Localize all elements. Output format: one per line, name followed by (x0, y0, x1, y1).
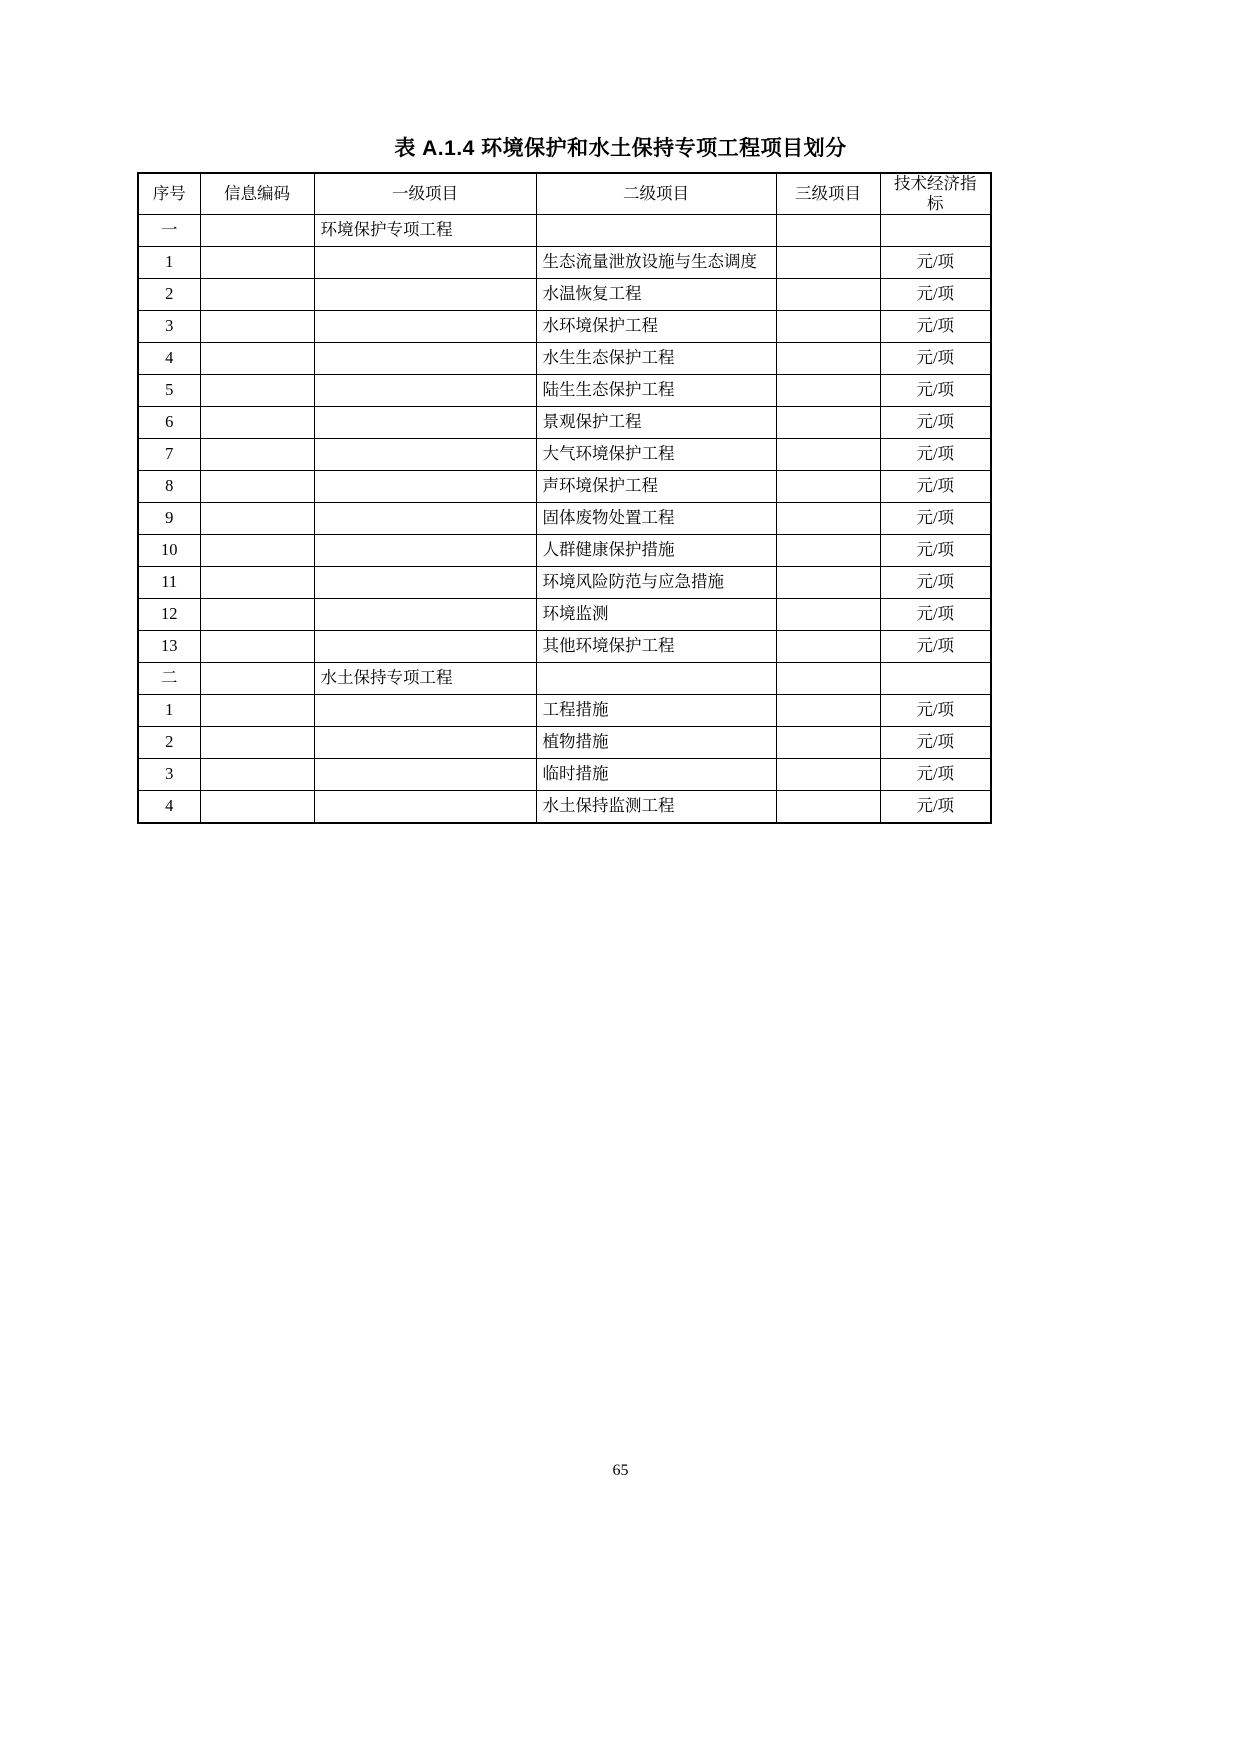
cell-level1 (314, 342, 536, 374)
cell-level1: 水土保持专项工程 (314, 662, 536, 694)
cell-indicator: 元/项 (880, 790, 991, 823)
cell-seq: 7 (138, 438, 200, 470)
cell-seq: 6 (138, 406, 200, 438)
table-row (138, 502, 991, 534)
cell-indicator: 元/项 (880, 342, 991, 374)
cell-level2: 水温恢复工程 (536, 278, 776, 310)
cell-code (200, 694, 314, 726)
cell-seq: 5 (138, 374, 200, 406)
cell-indicator (880, 662, 991, 694)
cell-level2: 植物措施 (536, 726, 776, 758)
cell-seq: 2 (138, 278, 200, 310)
cell-seq: 13 (138, 630, 200, 662)
cell-indicator: 元/项 (880, 438, 991, 470)
cell-code (200, 310, 314, 342)
cell-level3 (776, 406, 880, 438)
cell-indicator: 元/项 (880, 246, 991, 278)
cell-level1 (314, 374, 536, 406)
cell-level3 (776, 438, 880, 470)
table-header-row (138, 173, 991, 214)
cell-level2: 大气环境保护工程 (536, 438, 776, 470)
cell-level3 (776, 342, 880, 374)
table-row (138, 630, 991, 662)
cell-indicator: 元/项 (880, 566, 991, 598)
cell-indicator: 元/项 (880, 726, 991, 758)
table-row (138, 790, 991, 823)
cell-seq: 8 (138, 470, 200, 502)
cell-code (200, 438, 314, 470)
cell-code (200, 502, 314, 534)
table-row (138, 438, 991, 470)
cell-seq: 9 (138, 502, 200, 534)
project-division-table-wrap (137, 172, 990, 824)
cell-seq: 4 (138, 790, 200, 823)
cell-level3 (776, 310, 880, 342)
header-cell-code: 信息编码 (200, 173, 314, 214)
cell-level2: 生态流量泄放设施与生态调度 (536, 246, 776, 278)
table-row (138, 470, 991, 502)
cell-level1 (314, 598, 536, 630)
cell-level3 (776, 598, 880, 630)
cell-seq: 3 (138, 758, 200, 790)
cell-level3 (776, 790, 880, 823)
page-number: 65 (612, 1462, 629, 1479)
cell-level2: 临时措施 (536, 758, 776, 790)
table-row (138, 662, 991, 694)
table-row (138, 214, 991, 246)
cell-level1 (314, 726, 536, 758)
cell-level1 (314, 438, 536, 470)
cell-seq: 10 (138, 534, 200, 566)
cell-level1 (314, 246, 536, 278)
cell-level2: 陆生生态保护工程 (536, 374, 776, 406)
table-row (138, 694, 991, 726)
cell-level3 (776, 534, 880, 566)
cell-level3 (776, 214, 880, 246)
cell-code (200, 246, 314, 278)
cell-level1 (314, 406, 536, 438)
cell-level2 (536, 662, 776, 694)
cell-level1 (314, 758, 536, 790)
cell-level2: 固体废物处置工程 (536, 502, 776, 534)
cell-level1 (314, 694, 536, 726)
table-row (138, 534, 991, 566)
cell-code (200, 406, 314, 438)
cell-indicator (880, 214, 991, 246)
table-row (138, 310, 991, 342)
table-row (138, 278, 991, 310)
cell-code (200, 758, 314, 790)
cell-level2: 水土保持监测工程 (536, 790, 776, 823)
cell-level2: 人群健康保护措施 (536, 534, 776, 566)
cell-level2: 环境风险防范与应急措施 (536, 566, 776, 598)
cell-code (200, 534, 314, 566)
cell-code (200, 214, 314, 246)
cell-code (200, 726, 314, 758)
cell-indicator: 元/项 (880, 630, 991, 662)
cell-level2: 其他环境保护工程 (536, 630, 776, 662)
cell-seq: 2 (138, 726, 200, 758)
header-cell-level2: 二级项目 (536, 173, 776, 214)
cell-code (200, 278, 314, 310)
table-row (138, 374, 991, 406)
cell-code (200, 566, 314, 598)
cell-level2: 环境监测 (536, 598, 776, 630)
cell-seq: 12 (138, 598, 200, 630)
cell-level1 (314, 470, 536, 502)
cell-level2: 声环境保护工程 (536, 470, 776, 502)
cell-indicator: 元/项 (880, 534, 991, 566)
table-row (138, 406, 991, 438)
cell-level3 (776, 278, 880, 310)
table-row (138, 598, 991, 630)
table-row (138, 246, 991, 278)
cell-indicator: 元/项 (880, 406, 991, 438)
header-cell-seq: 序号 (138, 173, 200, 214)
cell-seq: 3 (138, 310, 200, 342)
cell-level3 (776, 694, 880, 726)
cell-code (200, 662, 314, 694)
cell-level3 (776, 630, 880, 662)
cell-code (200, 630, 314, 662)
cell-code (200, 374, 314, 406)
project-division-table (137, 172, 992, 824)
cell-seq: 一 (138, 214, 200, 246)
cell-level1 (314, 502, 536, 534)
cell-indicator: 元/项 (880, 278, 991, 310)
cell-seq: 1 (138, 694, 200, 726)
cell-level3 (776, 502, 880, 534)
cell-level3 (776, 566, 880, 598)
table-row (138, 758, 991, 790)
cell-indicator: 元/项 (880, 470, 991, 502)
cell-level3 (776, 726, 880, 758)
cell-indicator: 元/项 (880, 598, 991, 630)
table-row (138, 726, 991, 758)
cell-level2: 工程措施 (536, 694, 776, 726)
cell-level2: 水生生态保护工程 (536, 342, 776, 374)
table-row (138, 566, 991, 598)
cell-indicator: 元/项 (880, 310, 991, 342)
cell-level1 (314, 534, 536, 566)
header-cell-level1: 一级项目 (314, 173, 536, 214)
cell-level3 (776, 758, 880, 790)
table-title: 表 A.1.4 环境保护和水土保持专项工程项目划分 (394, 137, 847, 160)
cell-level1 (314, 566, 536, 598)
cell-level1 (314, 310, 536, 342)
header-cell-level3: 三级项目 (776, 173, 880, 214)
cell-level3 (776, 374, 880, 406)
cell-level1: 环境保护专项工程 (314, 214, 536, 246)
cell-indicator: 元/项 (880, 694, 991, 726)
cell-code (200, 790, 314, 823)
cell-level2 (536, 214, 776, 246)
cell-level1 (314, 790, 536, 823)
cell-level3 (776, 662, 880, 694)
cell-indicator: 元/项 (880, 758, 991, 790)
cell-seq: 4 (138, 342, 200, 374)
cell-level2: 水环境保护工程 (536, 310, 776, 342)
cell-level3 (776, 470, 880, 502)
cell-level3 (776, 246, 880, 278)
header-cell-indicator: 技术经济指标 (880, 173, 991, 214)
cell-seq: 1 (138, 246, 200, 278)
cell-level1 (314, 630, 536, 662)
cell-level1 (314, 278, 536, 310)
cell-indicator: 元/项 (880, 502, 991, 534)
cell-code (200, 598, 314, 630)
cell-code (200, 470, 314, 502)
cell-seq: 11 (138, 566, 200, 598)
cell-indicator: 元/项 (880, 374, 991, 406)
cell-seq: 二 (138, 662, 200, 694)
cell-level2: 景观保护工程 (536, 406, 776, 438)
cell-code (200, 342, 314, 374)
table-row (138, 342, 991, 374)
